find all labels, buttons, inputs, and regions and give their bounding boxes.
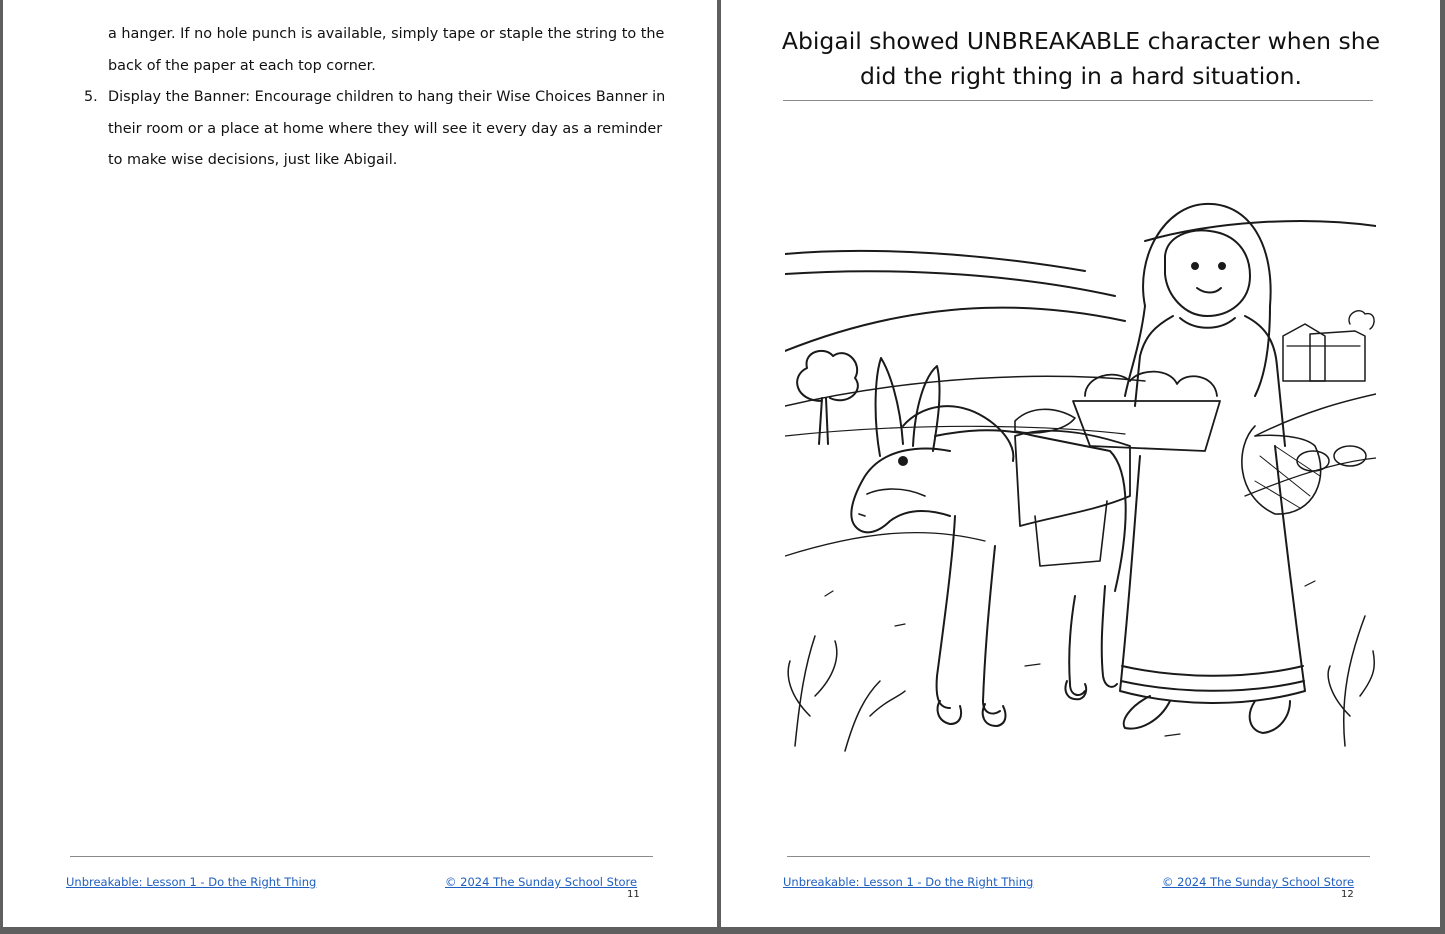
footer-copyright-link[interactable]: © 2024 The Sunday School Store [1162,875,1355,889]
text-line: to make wise decisions, just like Abigail. [108,152,398,168]
page-12 [721,0,1440,927]
footer-lesson-link[interactable]: Unbreakable: Lesson 1 - Do the Right Thing [783,875,1034,889]
footer-divider [787,856,1370,857]
text-line: back of the paper at each top corner. [108,57,376,74]
page-number: 12 [1341,889,1354,900]
footer-copyright-link[interactable]: © 2024 The Sunday School Store [445,875,638,889]
body-text [84,0,668,177]
footer-divider [70,856,653,857]
list-item-5 [84,82,668,177]
page-title [761,24,1401,94]
text-line: Display the Banner: Encourage children to hang their Wise Choices Banner in [108,89,666,105]
page-number: 11 [627,889,640,900]
footer-lesson-link[interactable]: Unbreakable: Lesson 1 - Do the Right Thing [66,875,317,889]
woman-with-donkey-coloring-icon [785,196,1376,754]
text-line: a hanger. If no hole punch is available, simply tape or staple the string to the [108,26,665,42]
text-line: their room or a place at home where they will see it every day as a reminder [108,120,663,137]
page-11 [3,0,717,927]
title-divider [783,100,1373,101]
title-line: Abigail showed UNBREAKABLE character when she [781,27,1381,55]
list-number: 5. [84,89,98,105]
title-line: did the right thing in a hard situation. [860,62,1302,90]
